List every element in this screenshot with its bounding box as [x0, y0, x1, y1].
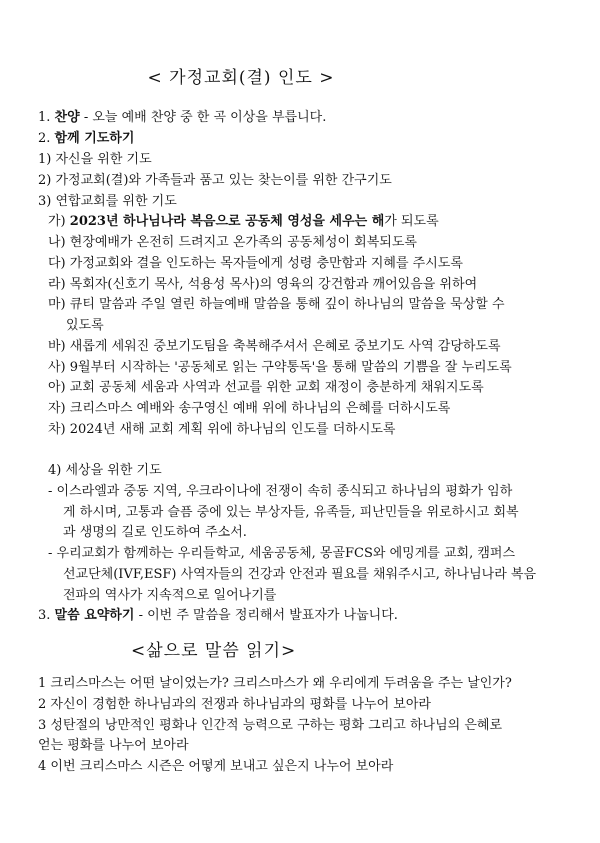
church-prayer-item: 나) 현장예배가 온전히 드려지고 온가족의 공동체성이 회복되도록 — [48, 235, 417, 250]
church-prayer-item-cont: 있도록 — [66, 318, 104, 333]
question-item-cont: 얻는 평화를 나누어 보아라 — [38, 738, 189, 753]
world-prayer-item-cont: 게 하시며, 고통과 슬픔 중에 있는 부상자들, 유족들, 피난민들을 위로하시고 회복 — [63, 505, 519, 520]
church-prayer-item: 가) 2023년 하나님나라 복음으로 공동체 영성을 세우는 해가 되도록 — [48, 214, 439, 229]
item-praise: 1. 찬양 - 오늘 예배 찬양 중 한 곡 이상을 부릅니다. — [38, 110, 327, 125]
world-prayer-item-cont: 전파의 역사가 지속적으로 일어나기를 — [63, 588, 277, 603]
item-summary-heading: 말씀 요약하기 — [54, 608, 135, 623]
section-title: <삶으로 말씀 읽기> — [131, 641, 297, 661]
church-prayer-item: 마) 큐티 말씀과 주일 열린 하늘예배 말씀을 통해 깊이 하나님의 말씀을 묵상할 수 — [48, 297, 505, 312]
church-prayer-item: 자) 크리스마스 예배와 송구영신 예배 위에 하나님의 은혜를 더하시도록 — [48, 401, 451, 416]
question-item: 1 크리스마스는 어떤 날이었는가? 크리스마스가 왜 우리에게 두려움을 주는 날인가? — [38, 676, 512, 691]
item-prayer: 2. 함께 기도하기 — [38, 131, 135, 146]
question-item: 3 성탄절의 낭만적인 평화나 인간적 능력으로 구하는 평화 그리고 하나님의 은혜로 — [38, 718, 503, 733]
world-prayer-heading: 4) 세상을 위한 기도 — [48, 463, 162, 478]
church-prayer-item: 아) 교회 공동체 세움과 사역과 선교를 위한 교회 재정이 충분하게 채워지도록 — [48, 380, 484, 395]
prayer-sub-3: 3) 연합교회를 위한 기도 — [38, 194, 177, 209]
church-prayer-item: 라) 목회자(신호기 목사, 석용성 목사)의 영육의 강건함과 깨어있음을 위하여 — [48, 277, 478, 292]
question-item: 2 자신이 경험한 하나님과의 전쟁과 하나님과의 평화를 나누어 보아라 — [38, 697, 431, 712]
item-prayer-heading: 함께 기도하기 — [54, 131, 135, 146]
prayer-sub-1: 1) 자신을 위한 기도 — [38, 152, 152, 167]
church-prayer-item: 사) 9월부터 시작하는 '공동체로 읽는 구약통독'을 통해 말씀의 기쁨을 잘 누리도록 — [48, 360, 512, 375]
prayer-sub-2: 2) 가정교회(결)와 가족들과 품고 있는 찾는이를 위한 간구기도 — [38, 173, 392, 188]
item-praise-heading: 찬양 — [54, 110, 80, 125]
church-prayer-item: 차) 2024년 새해 교회 계획 위에 하나님의 인도를 더하시도록 — [48, 422, 396, 437]
page-title: < 가정교회(결) 인도 > — [147, 68, 335, 88]
church-prayer-item: 다) 가정교회와 결을 인도하는 목자들에게 성령 충만함과 지혜를 주시도록 — [48, 256, 463, 271]
world-prayer-item-cont: 과 생명의 길로 인도하여 주소서. — [63, 525, 247, 540]
world-prayer-item: - 우리교회가 함께하는 우리들학교, 세움공동체, 몽골FCS와 에밍게를 교회, 캠퍼스 — [48, 546, 516, 561]
item-summary: 3. 말씀 요약하기 - 이번 주 말씀을 정리해서 발표자가 나눕니다. — [38, 608, 398, 623]
world-prayer-item-cont: 선교단체(IVF,ESF) 사역자들의 건강과 안전과 필요를 채워주시고, 하나님나라 복음 — [63, 567, 537, 582]
question-item: 4 이번 크리스마스 시즌은 어떻게 보내고 싶은지 나누어 보아라 — [38, 759, 394, 774]
world-prayer-item: - 이스라엘과 중동 지역, 우크라이나에 전쟁이 속히 종식되고 하나님의 평화가 임하 — [48, 484, 513, 499]
church-prayer-item: 바) 새롭게 세워진 중보기도팀을 축복해주셔서 은혜로 중보기도 사역 감당하도록 — [48, 339, 501, 354]
